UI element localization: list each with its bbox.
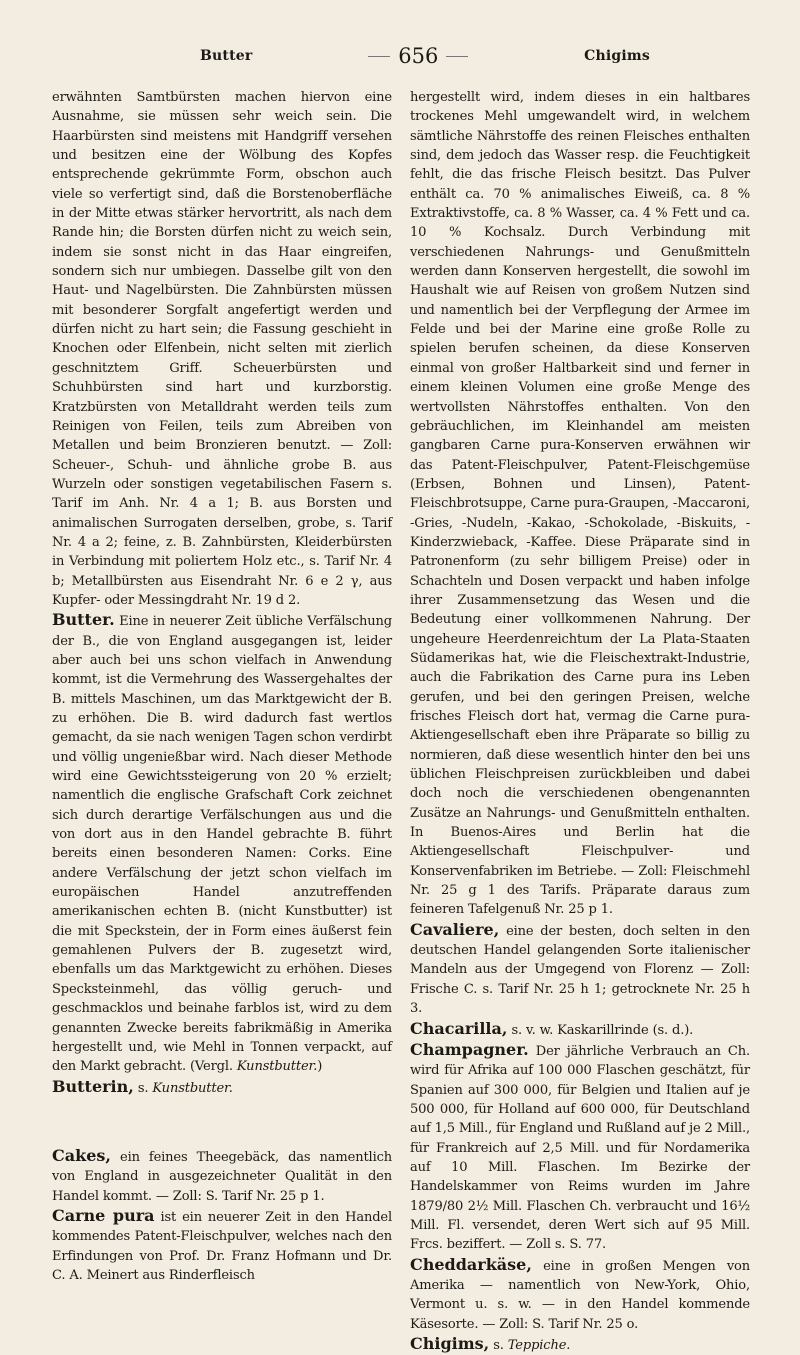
- entry-head-chigims: Chigims,: [410, 1334, 490, 1353]
- carne-pura-continuation: hergestellt wird, indem dieses in ein haltbares trockenes Mehl umgewandelt wird, in welchem sämtliche Nährstoffe des reinen Fleisches enthalten sind, dem jedoch das Wasser resp. die Feuchtigkeit fehlt, die das frische Fleisch besitzt. Das Pulver enthält ca. 70 % animalisches Eiweiß, ca. 8 % Extraktivstoffe, ca. 8 % Wasser, ca. 4 % Fett und ca. 10 % Kochsalz. Durch Verbindung mit verschiedenen Nahrungs- und Genußmitteln werden dann Konserven hergestellt, die sowohl im Haushalt wie auf Reisen von großem Nutzen sind und namentlich bei der Verpflegung der Armee im Felde und bei der Marine eine große Rolle zu spielen berufen scheinen, da diese Konserven einmal von großer Haltbarkeit sind und ferner in einem kleinen Volumen eine große Menge des wertvollsten Nährstoffes enthalten. Von den gebräuchlichen, im Kleinhandel am meisten gangbaren Carne pura-Konserven erwähnen wir das Patent-Fleischpulver, Patent-Fleischgemüse (Erbsen, Bohnen und Linsen), Patent-Fleischbrotsuppe, Carne pura-Graupen, -Maccaroni, -Gries, -Nudeln, -Kakao, -Schokolade, -Biskuits, -Kinderzwieback, -Kaffee. Diese Präparate sind in Patronenform (zu sehr billigem Preise) oder in Schachteln und Dosen verpackt und haben infolge ihrer Zusammensetzung das Wesen und die Bedeutung einer vollkommenen Nahrung. Der ungeheure Heerdenreichtum der La Plata-Staaten Südamerikas hat, wie die Fleischextrakt-Industrie, auch die Fabrikation des Carne pura ins Leben gerufen, und bei den geringen Preisen, welche frisches Fleisch dort hat, vermag die Carne pura-Aktiengesellschaft eben ihre Präparate so billig zu normieren, daß diese wesentlich hinter den bei uns üblichen Fleischpreisen zurückbleiben und dabei doch noch die verschiedenen obengenannten Zusätze an Nahrungs- und Genußmitteln enthalten. In Buenos-Aires und Berlin hat die Aktiengesellschaft Fleischpulver- und Konservenfabriken im Betriebe. — Zoll: Fleischmehl Nr. 25 g 1 des Tarifs. Präparate daraus zum feineren Tafelgenuß Nr. 25 p 1.: [410, 90, 750, 918]
- entry-head-cheddarkaese: Cheddarkäse,: [410, 1254, 532, 1274]
- right-column: [410, 88, 750, 1355]
- entry-butter: [52, 610, 392, 1076]
- header-dash-right: [446, 56, 468, 57]
- entry-body-chacarilla: s. v. w. Kaskarillrinde (s. d.).: [511, 1022, 694, 1038]
- entry-carne-pura: [52, 1206, 392, 1285]
- entry-head-champagner: Champagner.: [410, 1039, 529, 1059]
- entry-chigims: [410, 1334, 750, 1355]
- entry-body-cheddarkaese: eine in großen Mengen von Amerika — namentlich von New-York, Ohio, Vermont u. s. w. — in den Handel kommende Käsesorte. — Zoll: S. Tarif Nr. 25 o.: [410, 1258, 750, 1332]
- brush-entry-continuation: erwähnten Samtbürsten machen hiervon eine Ausnahme, sie müssen sehr weich sein. Die Haarbürsten sind meistens mit Handgriff versehen und besitzen eine der Wölbung des Kopfes entsprechende gekrümmte Form, obschon auch viele so verfertigt sind, daß die Borstenoberfläche in der Mitte etwas stärker hervortritt, als nach dem Rande hin; die Borsten dürfen nicht zu weich sein, indem sie sonst nicht in das Haar eingreifen, sondern sich nur umbiegen. Dasselbe gilt von den Haut- und Nagelbürsten. Die Zahnbürsten müssen mit besonderer Sorgfalt angefertigt werden und dürfen nicht zu hart sein; die Fassung geschieht in Knochen oder Elfenbein, nicht selten mit zierlich geschnitztem Griff. Scheuerbürsten und Schuhbürsten sind hart und kurzborstig. Kratzbürsten von Metalldraht werden teils zum Reinigen von Feilen, teils zum Abreiben von Metallen und beim Bronzieren benutzt. — Zoll: Scheuer-, Schuh- und ähnliche grobe B. aus Wurzeln oder sonstigen vegetabilischen Fasern s. Tarif im Anh. Nr. 4 a 1; B. aus Borsten und animalischen Surrogaten derselben, grobe, s. Tarif Nr. 4 a 2; feine, z. B. Zahnbürsten, Kleiderbürsten in Verbindung mit poliertem Holz etc., s. Tarif Nr. 4 b; Metallbürsten aus Eisendraht Nr. 6 e 2 γ, aus Kupfer- oder Messingdraht Nr. 19 d 2.: [52, 90, 392, 608]
- entry-body-butter: Eine in neuerer Zeit übliche Verfälschung der B., die von England ausgegangen ist, leider aber auch bei uns schon vielfach in Anwendung kommt, ist die Vermehrung des Wassergehaltes der B. mittels Maschinen, um das Marktgewicht der B. zu erhöhen. Die B. wird dadurch fast wertlos gemacht, da sie nach wenigen Tagen schon verdirbt und völlig ungenießbar wird. Nach dieser Methode wird eine Gewichtssteigerung von 20 % erzielt; namentlich die englische Grafschaft Cork zeichnet sich durch derartige Verfälschungen aus und die von dort aus in den Handel gebrachte B. führt bereits einen besonderen Namen: Corks. Eine andere Verfälschung der jetzt schon vielfach im europäischen Handel anzutreffenden amerikanischen echten B. (nicht Kunstbutter) ist die mit Speckstein, der in Form eines äußerst fein gemahlenen Pulvers der B. zugesetzt wird, ebenfalls um das Marktgewicht zu erhöhen. Dieses Specksteinmehl, das völlig geruch- und geschmacklos und beinahe farblos ist, wird zu dem genannten Zwecke bereits fabrikmäßig in Amerika hergestellt und, wie Mehl in Tonnen verpackt, auf den Markt gebracht. (Vergl.: [52, 614, 393, 1075]
- entry-head-butterin: Butterin,: [52, 1076, 134, 1096]
- see-word-2: s.: [493, 1338, 504, 1353]
- xref-teppiche: Teppiche.: [507, 1338, 571, 1353]
- close-paren: ): [317, 1059, 323, 1075]
- page-number: 656: [398, 44, 439, 68]
- entry-body-champagner: Der jährliche Verbrauch an Ch. wird für Afrika auf 100 000 Flaschen geschätzt, für Spanien auf 300 000, für Belgien und Italien auf je 500 000, für Holland auf 600 000, für Deutschland auf 1,5 Mill., für England und Rußland auf je 2 Mill., für Frankreich auf 2,5 Mill. und für Nordamerika auf 10 Mill. Flaschen. Im Bezirke der Handelskammer von Reims wurden im Jahre 1879/80 2½ Mill. Flaschen Ch. verbraucht und 16½ Mill. Fl. versendet, deren Wert sich auf 95 Mill. Frcs. beziffert. — Zoll s. S. 77.: [410, 1043, 751, 1253]
- header-left-word: Butter: [200, 48, 253, 64]
- header-dash-left: [368, 56, 390, 57]
- header-center: [368, 44, 468, 68]
- xref-kunstbutter-2: Kunstbutter.: [152, 1080, 233, 1096]
- entry-chacarilla: [410, 1019, 750, 1040]
- xref-kunstbutter: Kunstbutter.: [236, 1059, 318, 1075]
- entry-cavaliere: [410, 920, 750, 1019]
- header-right-word: Chigims: [584, 48, 650, 64]
- entry-body-cakes: ein feines Theegebäck, das namentlich von England in ausgezeichneter Qualität in den Handel kommt. — Zoll: S. Tarif Nr. 25 p 1.: [52, 1149, 393, 1204]
- entry-head-cavaliere: Cavaliere,: [410, 919, 500, 939]
- entry-head-chacarilla: Chacarilla,: [410, 1018, 508, 1038]
- entry-head-carne-pura: Carne pura: [52, 1205, 155, 1225]
- entry-cakes: [52, 1146, 392, 1206]
- entry-body-cavaliere: eine der besten, doch selten in den deutschen Handel gelangenden Sorte italienischer Mandeln aus der Umgegend von Florenz — Zoll: Frische C. s. Tarif Nr. 25 h 1; getrocknete Nr. 25 h 3.: [410, 923, 750, 1017]
- left-column: [52, 88, 392, 1285]
- see-word: s.: [137, 1080, 149, 1096]
- entry-cheddarkaese: [410, 1255, 750, 1334]
- entry-body-carne-pura: ist ein neuerer Zeit in den Handel kommendes Patent-Fleischpulver, welches nach den Erfindungen von Prof. Dr. Franz Hofmann und Dr. C. A. Meinert aus Rinderfleisch: [52, 1209, 393, 1283]
- page-header: [60, 40, 750, 72]
- entry-head-cakes: Cakes,: [52, 1145, 111, 1165]
- entry-champagner: [410, 1040, 750, 1255]
- section-gap: [52, 1098, 392, 1146]
- entry-head-butter: Butter.: [52, 610, 115, 630]
- entry-butterin: [52, 1077, 392, 1098]
